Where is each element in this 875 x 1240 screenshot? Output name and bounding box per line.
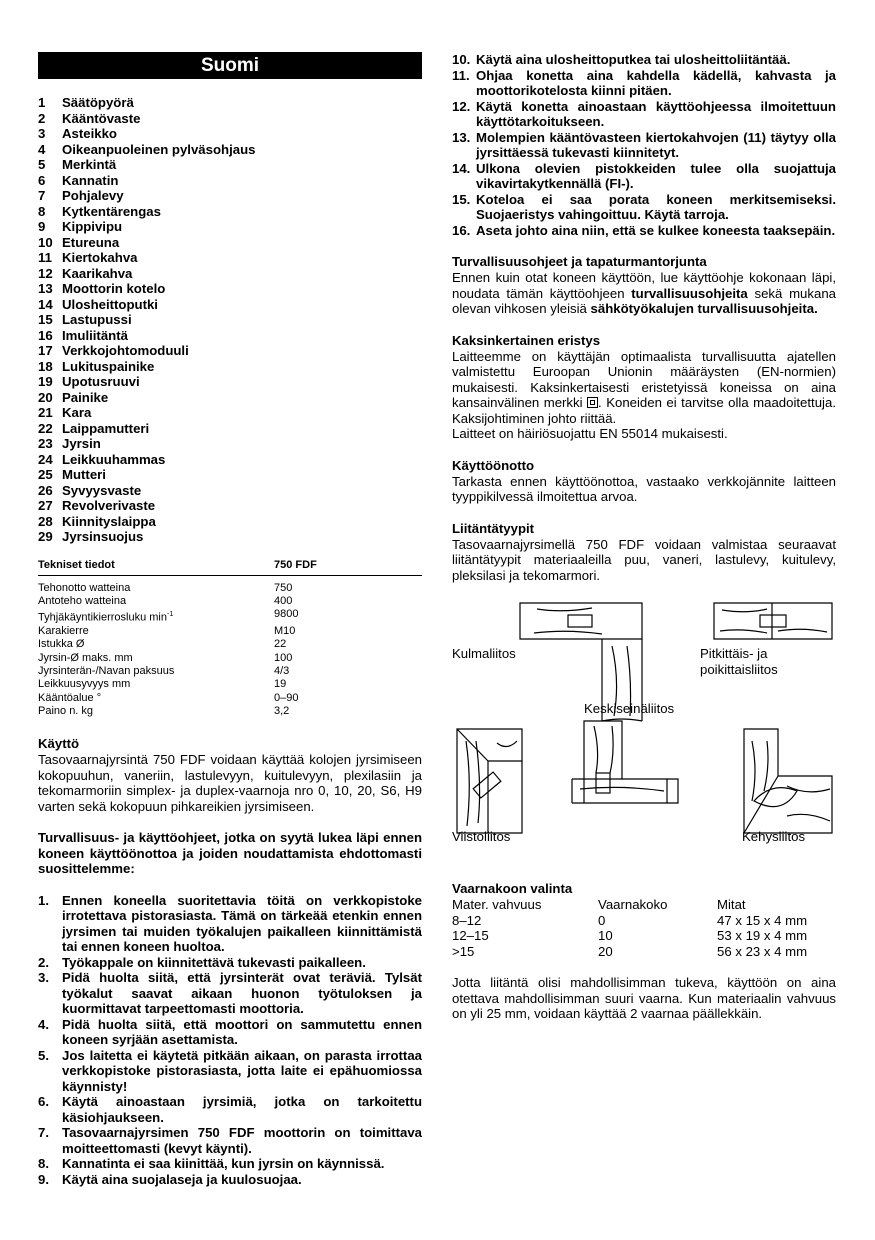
part-label: Revolverivaste [62,498,156,513]
spec-label [38,625,274,638]
longitudinal-joint-drawing [714,603,832,639]
accident-heading: Turvallisuusohjeet ja tapaturmantorjunta [452,254,707,269]
part-item [38,436,422,452]
safety-rule-item [38,1172,422,1188]
parts-list [38,95,422,545]
dowel-row [452,928,836,944]
part-number: 9 [38,219,46,234]
safety-rule-number: 12. [452,98,471,114]
part-number: 6 [38,172,46,188]
dowel-cell: 12–15 [452,928,489,943]
part-item [38,219,422,235]
part-label: Jyrsin [62,436,101,451]
safety-rule-text: Molempien kääntövasteen kiertokahvojen (11) täytyy olla jyrsittäessä tukevasti kiinnitetyt. [476,129,836,160]
safety-rule-item [452,68,836,99]
safety-rule-number: 2. [38,954,49,970]
part-number: 19 [38,374,53,389]
spec-label-sup: -1 [167,611,174,619]
part-item [38,204,422,220]
accident-text [452,270,836,317]
part-number: 23 [38,436,53,451]
accident-text-part: Ennen kuin otat koneen käyttöön, lue käyttöohje kokonaan läpi, noudata tämän käyttöohjeen [452,270,836,301]
part-number: 17 [38,343,53,358]
safety-rule-number: 9. [38,1171,49,1187]
accident-text-part-2: sekä mukana olevan vihkosen yleisiä [452,285,836,316]
part-number: 14 [38,296,53,312]
part-label: Etureuna [62,234,120,250]
part-item [38,529,422,545]
spec-value: 3,2 [274,704,290,717]
part-label: Syvyysvaste [62,482,142,498]
part-number: 22 [38,420,53,436]
safety-rule-number: 6. [38,1094,49,1110]
spec-value: 22 [274,638,287,651]
part-number: 21 [38,405,53,420]
part-number: 11 [38,250,52,265]
part-label: Laippamutteri [62,420,150,436]
part-number: 7 [38,188,46,203]
safety-rule-number: 1. [38,892,49,908]
spec-row [38,692,422,705]
spec-header-label: Tekniset tiedot [38,558,115,571]
dowel-cell: 8–12 [452,912,482,928]
part-item [38,188,422,204]
insulation-text-part-2: . Koneiden ei tarvitse olla maadoitettuja. Kaksijohtiminen johto riittää. [452,395,836,426]
safety-rule-number: 13. [452,129,471,145]
part-number: 18 [38,358,53,374]
spec-row [38,652,422,665]
spec-label-text: Paino n. kg [38,704,94,717]
part-item [38,405,422,421]
section-title: Suomi [38,52,422,79]
spec-label [38,582,274,595]
part-item [38,250,422,266]
part-label: Kara [62,405,92,420]
insulation-heading: Kaksinkertainen eristys [452,332,601,348]
part-item [38,421,422,437]
spec-label-text: Jyrsin-Ø maks. mm [38,651,133,664]
spec-value: 0–90 [274,691,299,704]
spec-label [38,652,274,665]
safety-rules-left [38,893,422,1188]
left-column [38,52,422,1187]
part-number: 2 [38,110,46,126]
label-frame-joint: Kehysliitos [742,829,806,844]
mitre-joint-drawing [457,729,522,833]
part-number: 10 [38,234,53,250]
dowel-row [452,944,836,960]
spec-label [38,638,274,651]
part-label: Jyrsinsuojus [62,529,144,544]
safety-rule-text: Tasovaarnajyrsimen 750 FDF moottorin on toimittava moitteettomasti (kevyt käynti). [62,1125,422,1156]
spec-value: 400 [274,594,293,607]
part-number: 26 [38,482,53,498]
spec-row [38,595,422,608]
safety-rule-item [38,955,422,971]
usage-text: Tasovaarnajyrsintä 750 FDF voidaan käyttää kolojen jyrsimiseen kokopuuhun, vaneriin, lastulevyyn, kuitulevyyn, plexilasiin ja tekomarmoriin simplex- ja duplex-vaarnoja nro 0, 10, 20, S6, H9 varten sekä kokopuun pihkareikien jyrsimiseen. [38,752,422,814]
safety-rule-number: 16. [452,222,471,238]
part-label: Kaarikahva [62,265,133,281]
safety-rule-number: 8. [38,1156,49,1172]
part-label: Mutteri [62,467,106,482]
part-number: 28 [38,513,53,529]
part-item [38,281,422,297]
safety-rule-number: 3. [38,970,49,986]
spec-label [38,665,274,678]
spec-value: 100 [274,651,293,664]
part-number: 13 [38,281,53,296]
spec-table-header [38,559,422,576]
safety-rule-number: 14. [452,160,471,176]
part-item [38,467,422,483]
part-number: 25 [38,467,53,482]
part-number: 29 [38,529,53,544]
part-label: Asteikko [62,126,117,141]
part-item [38,452,422,468]
part-label: Upotusruuvi [62,374,140,389]
part-label: Säätöpyörä [62,95,134,110]
safety-rule-text: Käytä aina ulosheittoputkea tai ulosheittoliitäntää. [476,52,791,67]
label-longitudinal-joint-2: poikittaisliitos [700,662,778,677]
startup-heading: Käyttöönotto [452,457,535,473]
dowel-heading: Vaarnakoon valinta [452,881,573,896]
safety-rule-text: Käytä konetta ainoastaan käyttöohjeessa ilmoitettuun käyttötarkoitukseen. [476,98,836,129]
part-label: Lastupussi [62,312,132,327]
spec-label-text: Kääntöalue ° [38,691,102,704]
safety-rule-item [452,99,836,130]
part-label: Imuliitäntä [62,327,128,343]
safety-rule-text: Jos laitetta ei käytetä pitkään aikaan, on parasta irrottaa verkkopistoke pistorasiasta, jotta laite ei epähuomiossa käynnisty! [62,1047,422,1094]
part-item [38,142,422,158]
dowel-cell: 20 [598,943,613,959]
part-number: 27 [38,498,53,513]
frame-joint-drawing [744,729,832,833]
spec-label [38,692,274,705]
accident-bold-part: turvallisuusohjeita [631,285,748,301]
part-number: 20 [38,389,53,405]
part-number: 1 [38,95,46,110]
spec-value: 19 [274,678,287,691]
dowel-cell: 0 [598,912,606,928]
dowel-column-header: Mitat [717,897,746,912]
safety-rule-number: 7. [38,1125,49,1141]
safety-rule-text: Työkappale on kiinnitettävä tukevasti paikalleen. [62,954,366,970]
label-mitre-joint: Viistoliitos [452,829,511,844]
dowel-cell: 56 x 23 x 4 mm [717,943,808,959]
usage-heading: Käyttö [38,736,80,752]
part-label: Moottorin kotelo [62,281,166,296]
safety-rule-item [38,1156,422,1172]
spec-value: 750 [274,581,293,594]
spec-row [38,608,422,625]
part-item [38,514,422,530]
safety-rule-number: 15. [452,191,471,207]
part-item [38,498,422,514]
safety-rule-number: 5. [38,1047,49,1063]
spec-row [38,582,422,595]
insulation-text-part: Laitteemme on käyttäjän optimaalista turvallisuutta ajatellen valmistettu Euroopan Unionin määräysten (EN-normien) mukaisesti. Kaksinkertaisesti eristetyissä koneissa on aina kansainvälinen merkki [452,348,836,410]
double-insulation-icon [587,397,598,408]
safety-rule-text: Ennen koneella suoritettavia töitä on verkkopistoke irrotettava pistorasiasta. Tämä on tärkeää etenkin ennen jyrsimen tai muiden työkalujen paikalleen kiinnittämistä tai ennen koneen huoltoa. [62,892,422,955]
spec-label-text: Tyhjäkäyntikierrosluku min [38,611,167,624]
part-item [38,483,422,499]
safety-rule-item [452,130,836,161]
safety-rule-item [452,52,836,68]
insulation-emc-text: Laitteet on häiriösuojattu EN 55014 mukaisesti. [452,426,728,441]
part-number: 4 [38,141,46,157]
dowel-table [452,897,836,959]
joints-text: Tasovaarnajyrsimellä 750 FDF voidaan valmistaa seuraavat liitäntätyypit materiaaleilla puu, vaneri, lastulevy, kuitulevy, pleksilasi ja tekomarmori. [452,536,836,583]
part-label: Painike [62,389,109,405]
part-label: Lukituspainike [62,358,155,374]
part-number: 8 [38,203,46,219]
right-column [452,52,836,1022]
part-label: Kiertokahva [62,250,138,265]
dowel-cell: >15 [452,943,475,959]
accident-bold-part-2: sähkötyökalujen turvallisuusohjeita. [590,301,818,316]
part-label: Pohjalevy [62,188,124,203]
part-label: Kääntövaste [62,110,141,126]
dowel-cell: 53 x 19 x 4 mm [717,928,808,943]
spec-table-body [38,582,422,719]
part-number: 15 [38,312,53,327]
part-item [38,126,422,142]
safety-rule-text: Käytä ainoastaan jyrsimiä, jotka on tarkoitettu käsiohjaukseen. [62,1094,422,1125]
safety-rule-number: 4. [38,1016,49,1032]
spec-label [38,705,274,718]
part-item [38,390,422,406]
safety-rule-item [38,1048,422,1095]
safety-rule-text: Käytä aina suojalaseja ja kuulosuojaa. [62,1171,302,1187]
label-middle-wall-joint: Keskiseinäliitos [584,701,675,716]
part-number: 5 [38,157,46,172]
middle-wall-joint-drawing [572,721,678,803]
safety-rule-item [38,1094,422,1125]
dowel-row [452,913,836,929]
safety-rule-text: Pidä huolta siitä, että moottori on sammutettu ennen koneen syrjään asettamista. [62,1016,422,1048]
spec-value: 4/3 [274,664,290,677]
part-number: 16 [38,327,53,343]
safety-rule-text: Aseta johto aina niin, että se kulkee koneesta taaksepäin. [476,222,836,238]
part-item [38,157,422,173]
part-label: Leikkuuhammas [62,451,166,467]
part-number: 3 [38,126,46,141]
part-item [38,235,422,251]
joint-types-diagram [452,601,836,871]
safety-rule-text: Pidä huolta siitä, että jyrsinterät ovat teräviä. Tylsät työkalut saavat aikaan huonon työtuloksen ja kuormittavat tarpeettomasti moottoria. [62,970,422,1017]
label-longitudinal-joint-1: Pitkittäis- ja [700,646,768,661]
dowel-header-row [452,897,836,913]
part-item [38,173,422,189]
insulation-text [452,349,836,427]
part-label: Kytkentärengas [62,203,161,219]
safety-rule-number: 11. [452,67,470,83]
part-item [38,343,422,359]
safety-rule-text: Ulkona olevien pistokkeiden tulee olla suojattuja vikavirtakytkennällä (FI-). [476,160,836,191]
safety-rule-text: Koteloa ei saa porata koneen merkitsemiseksi. Suojaeristys vahingoittuu. Käytä tarroja. [476,191,836,222]
safety-rule-item [452,192,836,223]
part-label: Oikeanpuoleinen pylväsohjaus [62,141,256,157]
part-item [38,374,422,390]
spec-label-text: Istukka Ø [38,638,85,651]
safety-rule-item [38,970,422,1017]
dowel-note: Jotta liitäntä olisi mahdollisimman tukeva, käyttöön on aina otettava mahdollisimman suuri vaarna. Kun materiaalin vahvuus on yli 25 mm, voidaan käyttää 2 vaarnaa päällekkäin. [452,975,836,1021]
safety-rule-text: Ohjaa konetta aina kahdella kädellä, kahvasta ja moottorikotelosta kiinni pitäen. [476,67,836,98]
part-item [38,312,422,328]
label-corner-joint: Kulmaliitos [452,646,516,661]
safety-rule-item [38,1125,422,1156]
part-number: 24 [38,451,53,467]
spec-row [38,678,422,691]
spec-label [38,678,274,691]
safety-rule-text: Kannatinta ei saa kiinittää, kun jyrsin on käynnissä. [62,1156,385,1172]
part-item [38,95,422,111]
safety-intro: Turvallisuus- ja käyttöohjeet, jotka on syytä lukea läpi ennen koneen käyttöönottoa ja joiden noudattamista ehdottomasti suosittelemme: [38,830,422,877]
safety-rules-right [452,52,836,238]
part-item [38,111,422,127]
part-label: Ulosheittoputki [62,296,158,312]
dowel-column-header: Mater. vahvuus [452,897,542,912]
safety-rule-item [38,893,422,955]
dowel-cell: 47 x 15 x 4 mm [717,912,808,928]
part-item [38,266,422,282]
joints-heading: Liitäntätyypit [452,520,535,536]
safety-rule-item [452,161,836,192]
spec-label-text: Tehonotto watteina [38,581,131,594]
spec-row [38,638,422,651]
spec-row [38,625,422,638]
spec-label-text: Karakierre [38,625,89,638]
part-label: Kiinnityslaippa [62,513,156,529]
part-item [38,359,422,375]
startup-text: Tarkasta ennen käyttöönottoa, vastaako verkkojännite laitteen tyyppikilvessä ilmoitettua arvoa. [452,473,836,504]
spec-header-model: 750 FDF [274,558,317,571]
spec-row [38,705,422,718]
safety-rule-number: 10. [452,52,471,67]
spec-label-text: Jyrsinterän-/Navan paksuus [38,664,175,677]
part-label: Kippivipu [62,219,123,234]
part-number: 12 [38,265,53,281]
part-item [38,328,422,344]
spec-value: M10 [274,625,296,638]
part-item [38,297,422,313]
spec-label-text: Antoteho watteina [38,594,127,607]
spec-label [38,595,274,608]
part-label: Verkkojohtomoduuli [62,343,189,358]
part-label: Merkintä [62,157,117,172]
spec-label [38,608,274,625]
dowel-column-header: Vaarnakoko [598,897,668,912]
part-label: Kannatin [62,172,119,188]
spec-value: 9800 [274,608,299,621]
safety-rule-item [452,223,836,239]
spec-row [38,665,422,678]
safety-rule-item [38,1017,422,1048]
dowel-cell: 10 [598,928,613,943]
spec-label-text: Leikkuusyvyys mm [38,678,131,691]
